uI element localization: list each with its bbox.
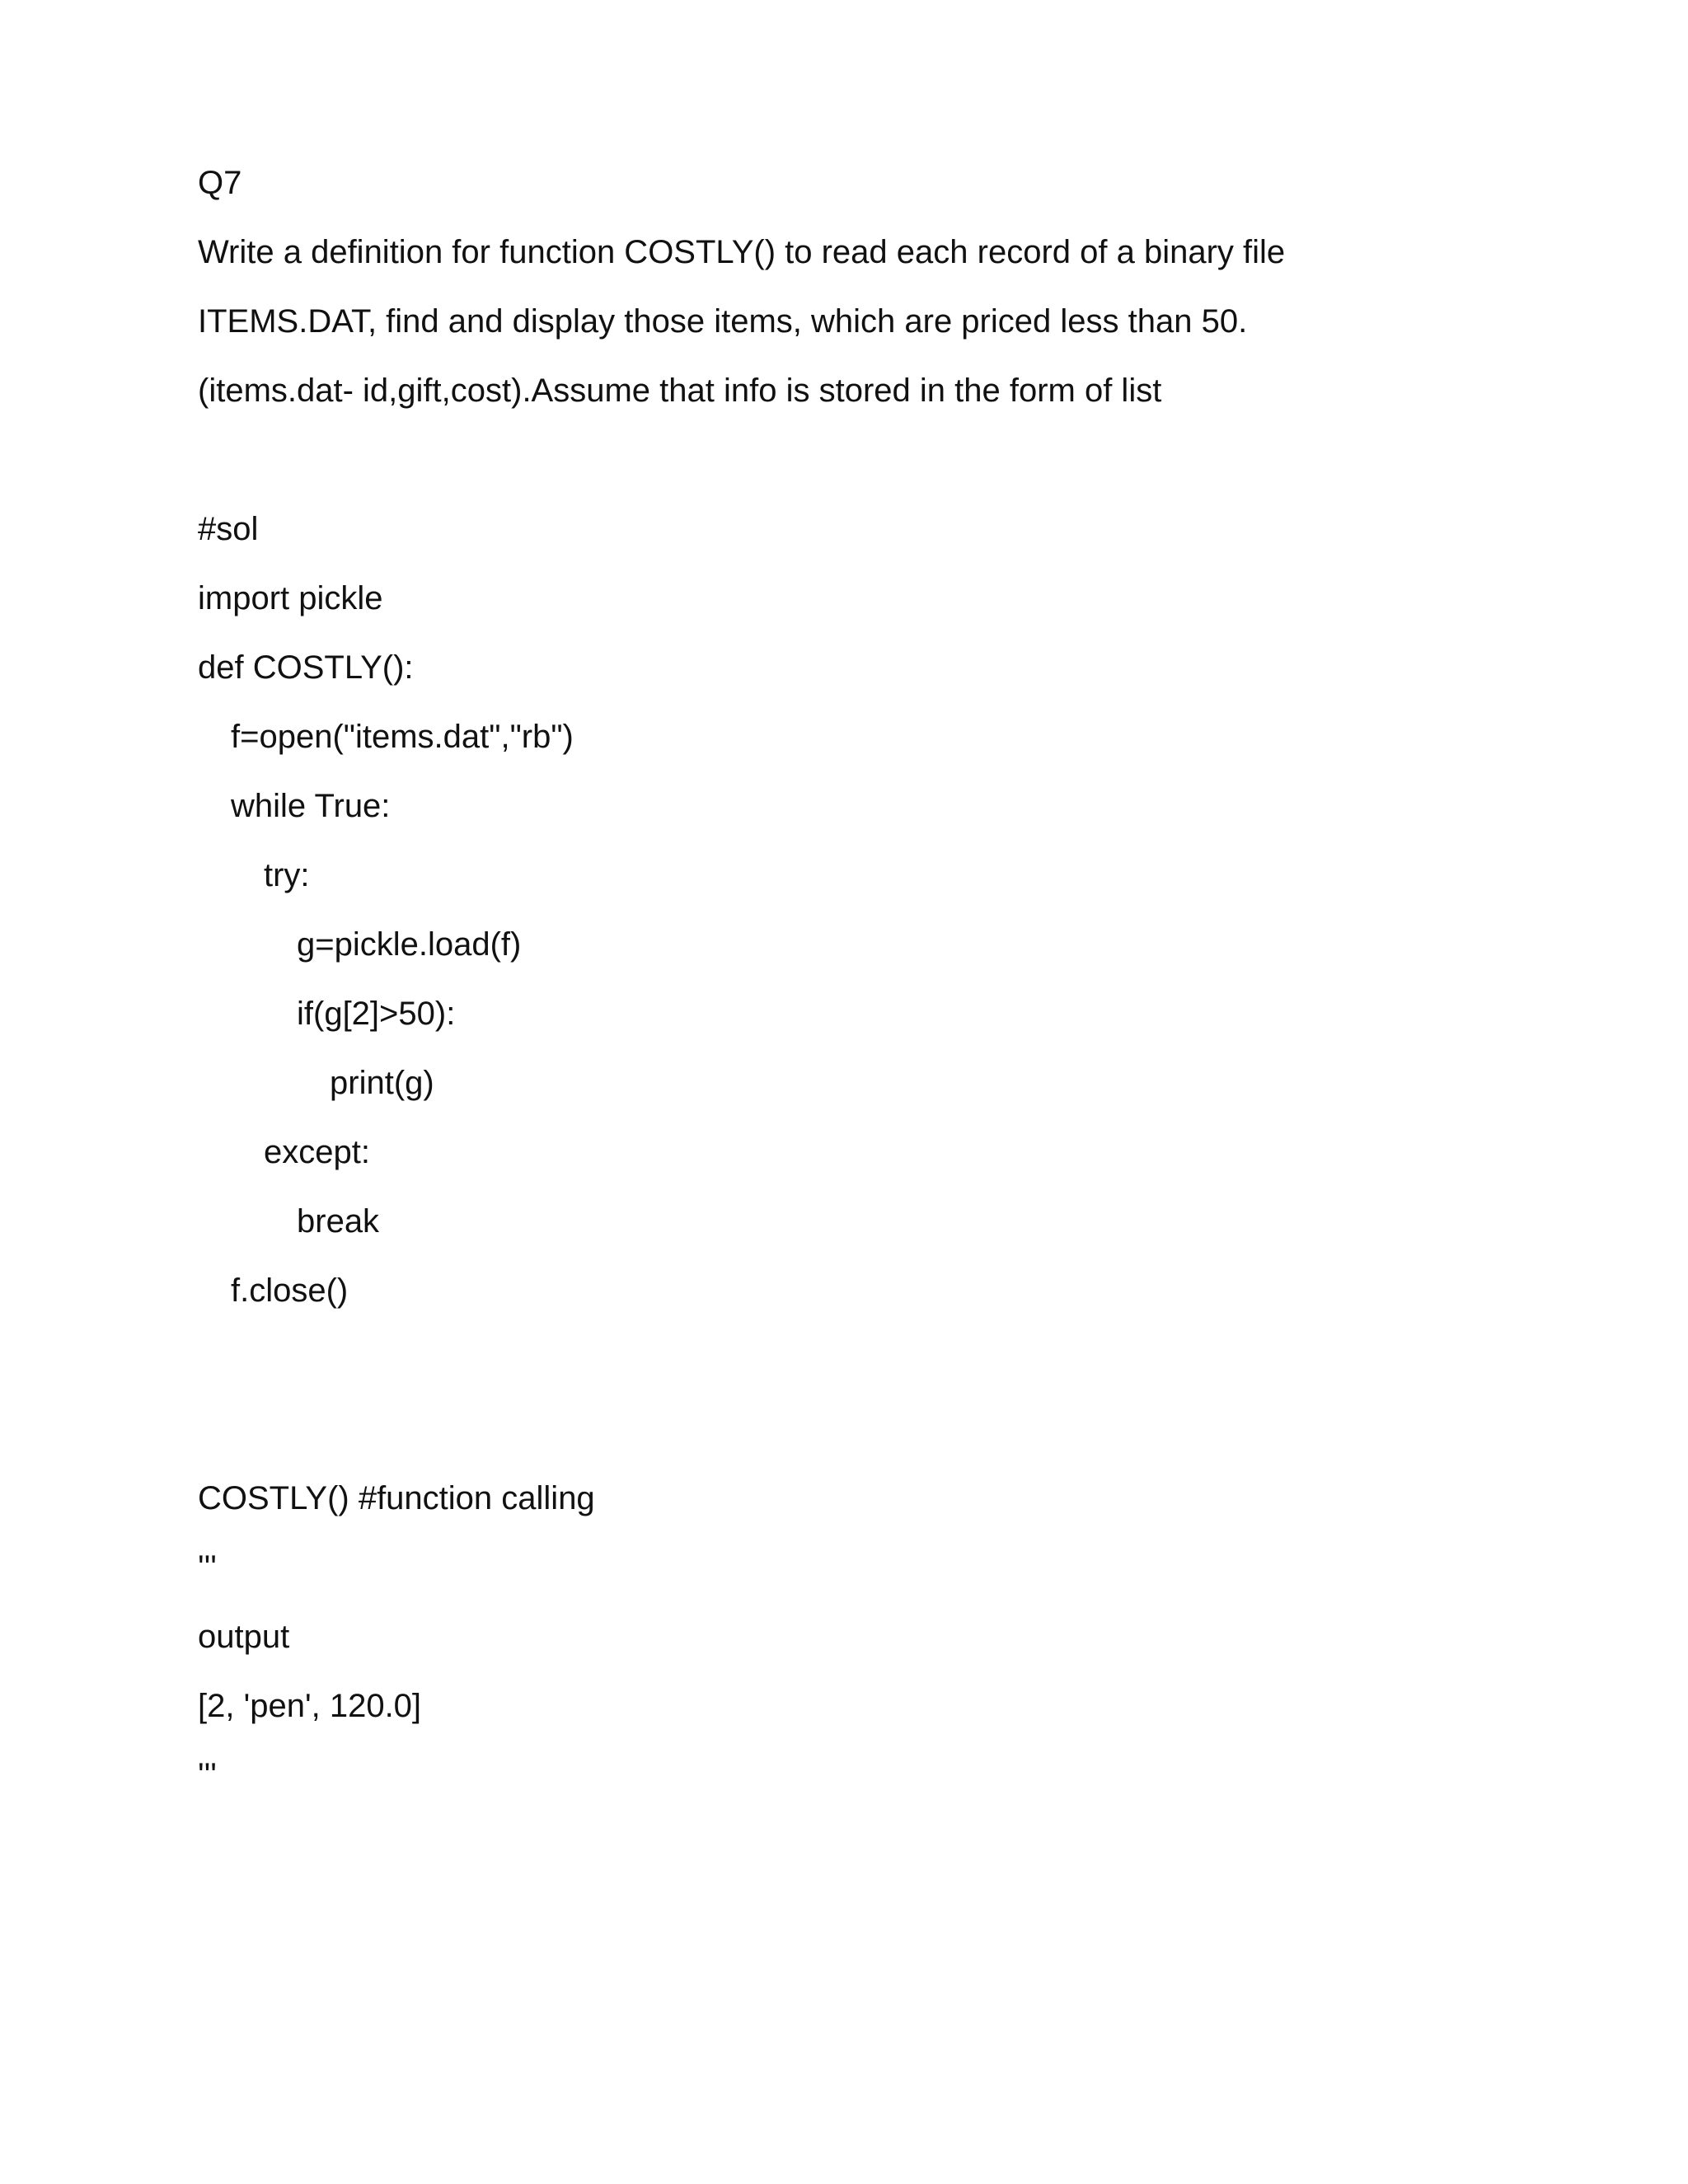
output-label: output <box>198 1619 290 1655</box>
code-line-load: g=pickle.load(f) <box>297 926 522 963</box>
code-line-break: break <box>297 1203 380 1240</box>
question-text-line-2: ITEMS.DAT, find and display those items, which are priced less than 50. <box>198 303 1248 340</box>
blank-line <box>198 1325 1517 1394</box>
code-line-def: def COSTLY(): <box>198 649 414 686</box>
question-number: Q7 <box>198 165 242 201</box>
function-call-line: COSTLY() #function calling <box>198 1480 595 1516</box>
blank-line <box>198 425 1517 494</box>
output-close-quote: ''' <box>198 1757 217 1793</box>
code-line-while: while True: <box>231 788 391 824</box>
output-open-quote: ''' <box>198 1549 217 1586</box>
question-text-line-3: (items.dat- id,gift,cost).Assume that info is stored in the form of list <box>198 373 1162 409</box>
code-line-if: if(g[2]>50): <box>297 996 456 1032</box>
code-line-import: import pickle <box>198 580 383 616</box>
solution-header: #sol <box>198 511 259 547</box>
output-value: [2, 'pen', 120.0] <box>198 1688 422 1724</box>
code-line-close: f.close() <box>231 1272 349 1309</box>
code-line-print: print(g) <box>330 1065 434 1101</box>
code-line-except: except: <box>264 1134 370 1170</box>
code-line-open: f=open("items.dat","rb") <box>231 719 574 755</box>
document-content <box>198 148 1517 1810</box>
blank-line <box>198 1394 1517 1464</box>
question-text-line-1: Write a definition for function COSTLY() to read each record of a binary file <box>198 234 1286 270</box>
code-line-try: try: <box>264 857 310 893</box>
